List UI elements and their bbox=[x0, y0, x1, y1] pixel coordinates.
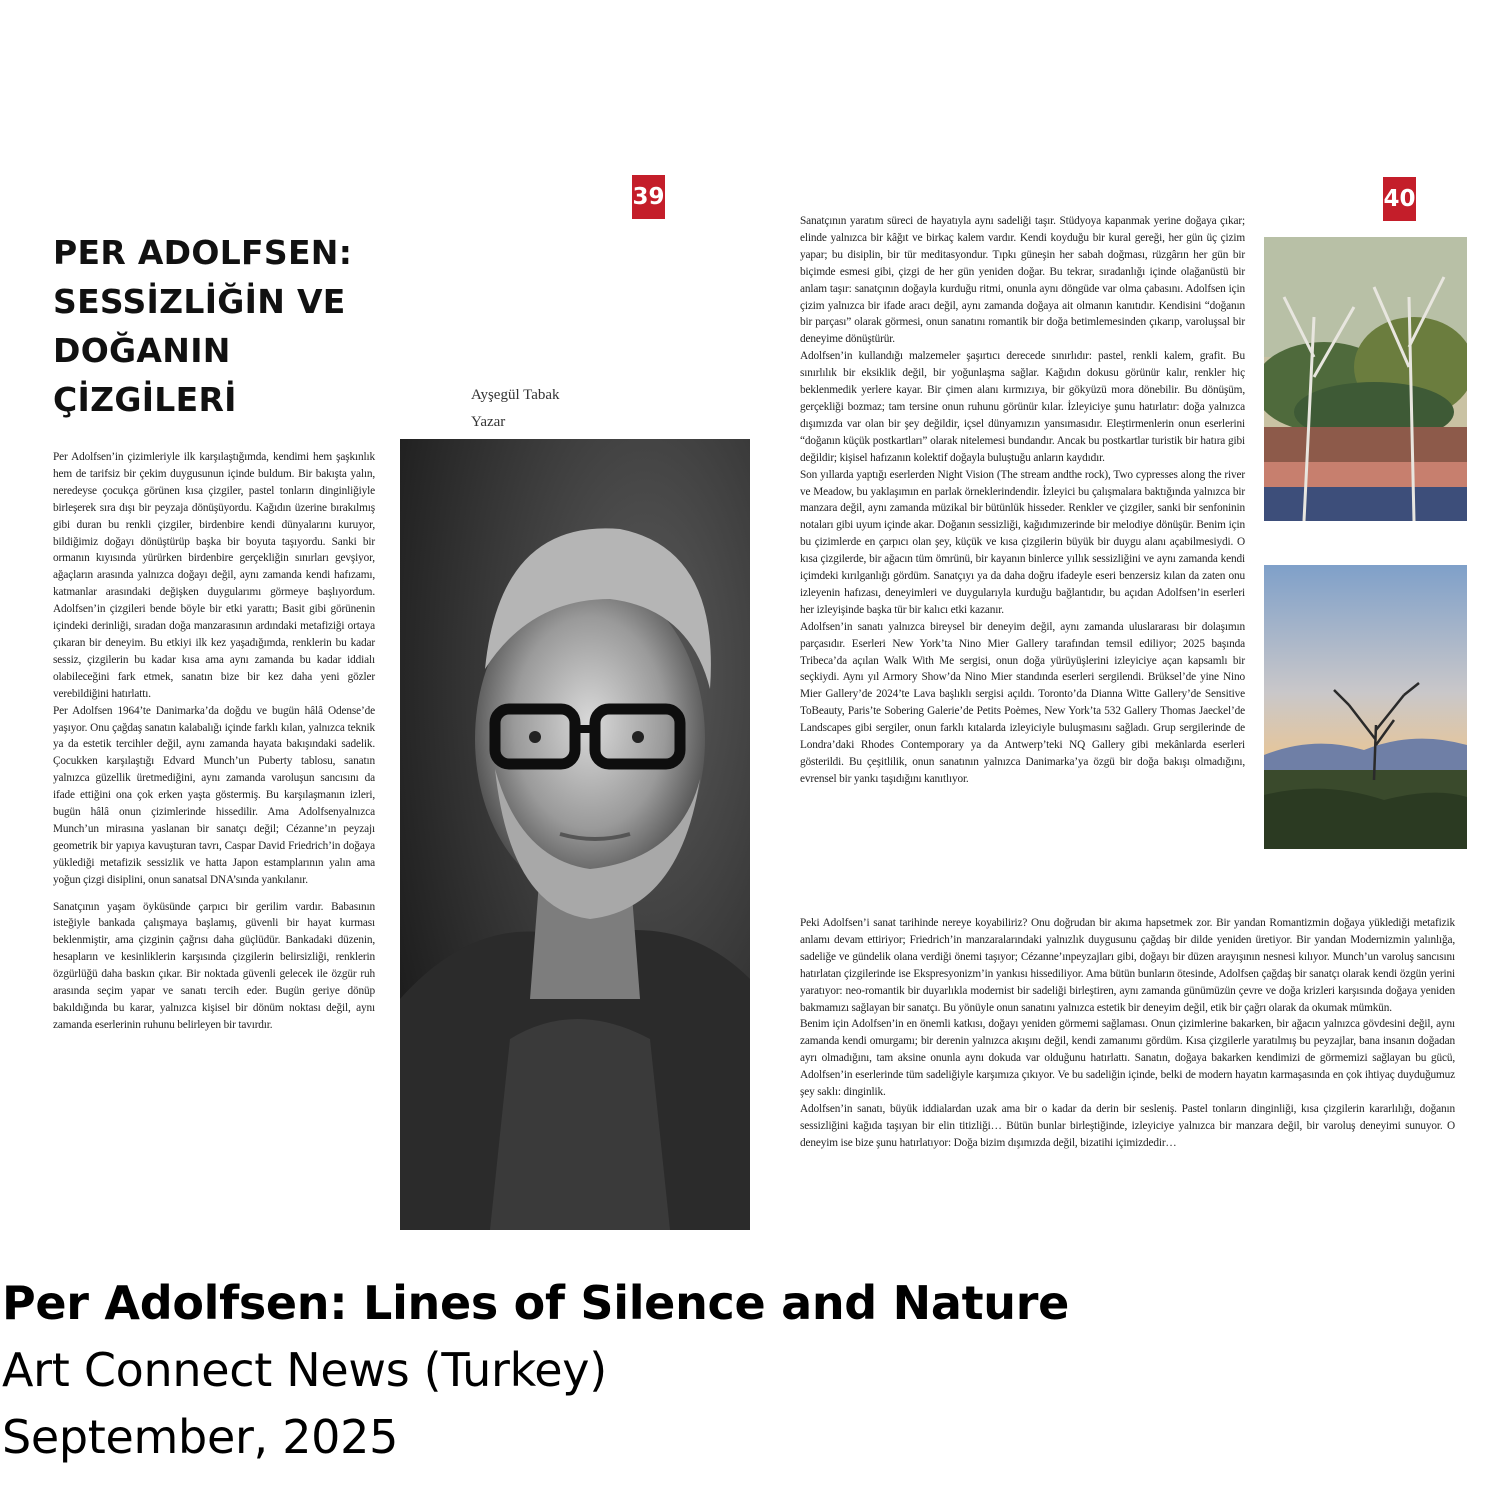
page-number-left: 39 bbox=[632, 175, 665, 219]
left-paragraph-1: Per Adolfsen’in çizimleriyle ilk karşılaştığımda, kendimi hem şaşkınlık hem de tarifsiz bir çekim duygusunun içinde buldum. Bir bakışta yalın, neredeyse çocukça görünen kısa çizgiler, pastel tonların dinginliğiyle birleşerek sıra dışı bir peyzaja dönüşüyordu. Kağıdın üzerine bırakılmış gibi duran bu renkli çizgiler, birdenbire kendi dünyalarını kuruyor, bildiğimiz doğayı dönüştürüp başka bir boyuta taşıyordu. Sanki bir ormanın kıyısında yürürken birdenbire gerçekliğin sınırları gevşiyor, ağaçların arasında yalnızca doğayı değil, aynı zamanda kendi hafızamı, katmanlar arasındaki değişken duygularımı görmeye başlıyordum. Adolfsen’in çizgileri bende böyle bir etki yarattı; Basit gibi görünenin içindeki derinliği, sıradan doğa manzarasının ardındaki metafiziği ortaya çıkaran bir deneyim. Bu etkiyi ilk kez yaşadığımda, renklerin bu kadar sessiz, çizgilerin bu kadar kısa ama aynı zamanda bu kadar iddialı olabileceğini fark etmek, sanatın bize bir kez daha yeni gözler verebildiğini hatırlattı. bbox=[53, 451, 375, 700]
caption-title: Per Adolfsen: Lines of Silence and Nature bbox=[2, 1276, 1069, 1330]
caption-publication: Art Connect News (Turkey) bbox=[2, 1343, 607, 1397]
headline-line-4: ÇİZGİLERİ bbox=[53, 380, 237, 419]
article-headline bbox=[53, 228, 383, 424]
caption-date: September, 2025 bbox=[2, 1410, 399, 1464]
bottom-paragraph-1: Peki Adolfsen’i sanat tarihinde nereye koyabiliriz? Onu doğrudan bir akıma hapsetmek zor. Bir yandan Romantizmin doğaya yüklediği metafizik anlamı devam ettiriyor; Friedrich’in manzaralarındaki yalnızlık duygusunu çağdaş bir dilde yeniden üretiyor. Bir yandan Modernizmin yalınlığa, sadeliğe ve gündelik olana verdiği önemi taşıyor; Cézanne’ınpeyzajları gibi, doğayı bir düzen arayışının nesnesi kılıyor. Munch’un varoluş sancısını hatırlatan çizgilerinde ise Ekspresyonizm’in yankısı hissediliyor. Ama bütün bunların ötesinde, Adolfsen çağdaş bir sanatçı olarak kendi özgün yerini yaratıyor: neo-romantik bir duyarlıkla modernist bir sadeliği birleştiren, aynı zamanda günümüzün çevre ve doğa krizleri karşısında doğaya yeniden bakmamızı sağlayan bir sanatçı. Bu yönüyle onun sanatını yalnızca estetik bir deneyim değil, etik bir çağrı olarak da okumak mümkün. bbox=[800, 917, 1455, 1014]
headline-line-2: SESSİZLİĞİN VE bbox=[53, 282, 346, 321]
painting-lone-tree-image bbox=[1264, 565, 1467, 849]
bottom-paragraph-3: Adolfsen’in sanatı, büyük iddialardan uzak ama bir o kadar da derin bir sesleniş. Pastel tonların dinginliği, kısa çizgilerin kararlılığı, doğanın sessizliğini kağıda taşıyan bir elin titizliği… Bütün bunlar birleştiğinde, izleyiciye yalnızca bir manzara değil, bir varoluş deneyimi sunuyor. O deneyim ise bize şunu hatırlatıyor: Doğa bizim dışımızda değil, bizatihi içimizdedir… bbox=[800, 1102, 1455, 1149]
left-column-text bbox=[53, 449, 375, 1034]
bottom-text-block bbox=[800, 915, 1455, 1152]
byline bbox=[471, 382, 560, 436]
bottom-paragraph-2: Benim için Adolfsen’in en önemli katkısı, doğayı yeniden görmemi sağlaması. Onun çizimlerine bakarken, bir ağacın yalnızca gövdesini değil, aynı zamanda kendi omurgamı; bir derenin yalnızca akışını değil, kendi zamanımı gördüm. Kısa çizgilerle yaratılmış bu peyzajlar, bana insanın doğadan ayrı olmadığını, tam aksine onunla aynı dokuda var olduğunu hatırlattı. Sanatın, doğaya bakarken kendimizi de görmemizi sağlayan bu gücü, Adolfsen’in eserlerinde tüm sadeliğiyle karşımıza çıkıyor. Ve bu sadeliğin içinde, belki de modern hayatın karmaşasında en çok ihtiyaç duyduğumuz şey saklı: dinginlik. bbox=[800, 1018, 1455, 1099]
right-paragraph-3: Son yıllarda yaptığı eserlerden Night Vision (The stream andthe rock), Two cypresses along the river ve Meadow, bu yaklaşımın en parlak örneklerindendir. İzleyici bu çalışmalara baktığında yalnızca bir manzara değil, aynı zamanda müzikal bir bütünlük hisseder. Renkler ve çizgiler, sanki bir senfoninin notaları gibi uyum içinde akar. Doğanın sessizliği, kağıdımızerinde bir melodiye dönüşür. Benim için bu çizimlerde en çarpıcı olan şey, küçük ve kısa çizgilerin büyük bir duygu alanı açabilmesiydi. O kısa çizgilerde, bir ağacın tüm ömrünü, bir kayanın binlerce yıllık sessizliğini ve aynı zamanda kendi içimdeki kırılganlığı gördüm. Sanatçıyı ya da daha doğru ifadeyle eseri benzersiz kılan da zaten onu izleyenin hafızası, deneyimleri ve duygularıyla kurduğu bağlantıdır, bu açıdan Adolfsen’in eserleri her izleyişinde başka tür bir kalıcı etki kazanır. bbox=[800, 468, 1245, 616]
author-role: Yazar bbox=[471, 414, 506, 430]
author-name: Ayşegül Tabak bbox=[471, 387, 560, 403]
right-paragraph-4: Adolfsen’in sanatı yalnızca bireysel bir deneyim değil, aynı zamanda uluslararası bir dolaşımın parçasıdır. Eserleri New York’ta Nino Mier Gallery tarafından temsil ediliyor; 2025 başında Tribeca’da açılan Walk With Me sergisi, onun doğa yürüyüşlerini izleyiciye açan kapsamlı bir seçkiydi. Aynı yıl Armory Show’da Nino Mier standında eserleri sergilendi. Brüksel’de yine Nino Mier Gallery’de 2024’te Lava başlıklı sergisi açıldı. Toronto’da Dianna Witte Gallery’de Sensitive ToBeauty, Paris’te Sobering Galerie’de Petits Poèmes, New York’ta 532 Gallery Thomas Jaeckel’de Landscapes gibi sergiler, onun farklı kıtalarda izleyiciyle buluşmasını sağladı. Grup sergilerinde de Londra’daki Rhodes Contemporary ya da Antwerp’teki NQ Gallery gibi mekânlarda eserleri gösterildi. Bu çeşitlilik, onun sanatının yalnızca Danimarka’ya özgü bir doğa bakışı olmadığını, evrensel bir yankı taşıdığını kanıtlıyor. bbox=[800, 620, 1245, 785]
right-column-text bbox=[800, 213, 1245, 788]
artist-portrait-photo bbox=[400, 439, 750, 1230]
headline-line-3: DOĞANIN bbox=[53, 331, 231, 370]
right-paragraph-1: Sanatçının yaratım süreci de hayatıyla aynı sadeliği taşır. Stüdyoya kapanmak yerine doğaya çıkar; elinde yalnızca bir kâğıt ve birkaç kalem vardır. Kendi koyduğu bir kural gereği, her gün üç çizim yapar; bu disiplin, bir tür meditasyondur. Tıpkı güneşin her sabah doğması, rüzgârın her gün bir biçimde esmesi gibi, çizgi de her gün yeniden doğar. Bu tekrar, sıradanlığı içinde olağanüstü bir anlam taşır: sanatçının doğayla kurduğu ritmi, onunla aynı döngüde var olma çabasını. Adolfsen için çizim yalnızca bir ifade aracı değil, aynı zamanda doğaya ait olmanın kanıtıdır. Kendisini “doğanın bir parçası” olarak görmesi, onun sanatını romantik bir doğa betimlemesinden çıkarıp, varoluşsal bir deneyime dönüştürür. bbox=[800, 215, 1245, 346]
painting-trees-image bbox=[1264, 237, 1467, 521]
right-paragraph-2: Adolfsen’in kullandığı malzemeler şaşırtıcı derecede sınırlıdır: pastel, renkli kalem, grafit. Bu sınırlılık bir eksiklik değil, bir yoğunlaşma sağlar. Kağıdın dokusu görünür kalır, renkler hiç beklenmedik yerlere kayar. Bir çimen alanı kırmızıya, bir gökyüzü mora dönebilir. Bu dönüşüm, gerçekliği bozmaz; tam tersine onun ruhunu görünür kılar. İzleyiciye şunu hatırlatır: doğa yalnızca dışımızda var olan bir şey değildir, içsel dünyamızın yansımasıdır. Eleştirmenlerin onun eserlerini “doğanın küçük postkartları” olarak nitelemesi bundandır. Ancak bu postkartlar turistik bir hatıra gibi değildir; kişisel hafızanın kolektif doğayla buluştuğu anların kaydıdır. bbox=[800, 350, 1245, 464]
headline-line-1: PER ADOLFSEN: bbox=[53, 233, 353, 272]
left-paragraph-3: Sanatçının yaşam öyküsünde çarpıcı bir gerilim vardır. Babasının isteğiyle bankada çalışmaya başlamış, güvenli bir hayat kurması beklenmiştir, ama çizginin çağrısı daha güçlüdür. Bankadaki düzenin, hesapların ve kesinliklerin karşısında çizgilerin belirsizliği, renklerin özgürlüğü daha baskın çıkar. Bir noktada güvenli gelecek ile özgür ruh arasında seçim yapar ve sanatı tercih eder. Bugün geriye dönüp bakıldığında bu karar, yalnızca kişisel bir dönüm noktası değil, aynı zamanda eserlerinin ruhunu belirleyen bir tavırdır. bbox=[53, 900, 375, 1031]
left-paragraph-2: Per Adolfsen 1964’te Danimarka’da doğdu ve bugün hâlâ Odense’de yaşıyor. Onu çağdaş sanatın kalabalığı içinde farklı kılan, yalnızca teknik ya da estetik tercihler değil, aynı zamanda hayata bakışındaki sadelik. Çocukken karşılaştığı Edvard Munch’un Puberty tablosu, sanatın yalnızca güzellik üretmediğini, aynı zamanda varoluşun sancısını da ifade ettiğini ona çok erken yaşta göstermiş. Bu karşılaşmanın izleri, bugün hâlâ onun çizimlerinde hissedilir. Ama Adolfsenyalnızca Munch’un mirasına yaslanan bir sanatçı değil; Cézanne’ın peyzajı geometrik bir yapıya kavuşturan tavrı, Caspar David Friedrich’in doğaya yüklediği metafizik sessizlik ve hatta Japon estamplarının yalın ama yoğun çizgi disiplini, onun sanatsal DNA’sında yankılanır. bbox=[53, 704, 375, 886]
page-number-right: 40 bbox=[1383, 177, 1416, 221]
